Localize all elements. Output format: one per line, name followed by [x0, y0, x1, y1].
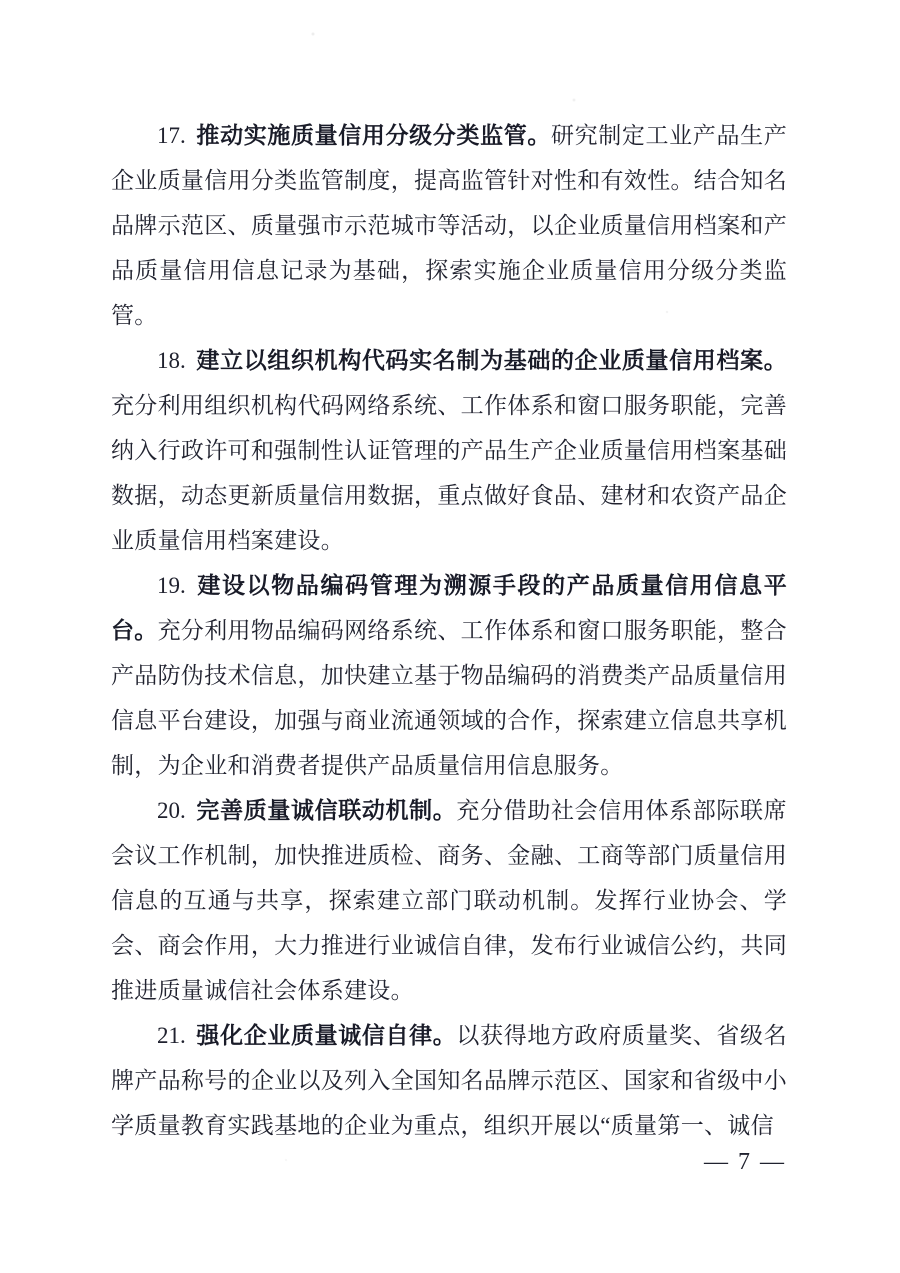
- paragraph-21-body: 以获得地方政府质量奖、省级名牌产品称号的企业以及列入全国知名品牌示范区、国家和省级中小学质量教育实践基地的企业为重点，组织开展以“质量第一、诚信: [111, 1023, 787, 1138]
- paragraph-20-body: 充分借助社会信用体系部际联席会议工作机制，加快推进质检、商务、金融、工商等部门质量信用信息的互通与共享，探索建立部门联动机制。发挥行业协会、学会、商会作用，大力推进行业诚信自律，发布行业诚信公约，共同推进质量诚信社会体系建设。: [111, 798, 787, 1003]
- paragraph-21-heading: 强化企业质量诚信自律。: [196, 1023, 457, 1048]
- paragraph-18-body: 充分利用组织机构代码网络系统、工作体系和窗口服务职能，完善纳入行政许可和强制性认证管理的产品生产企业质量信用档案基础数据，动态更新质量信用数据，重点做好食品、建材和农资产品企业质量信用档案建设。: [111, 393, 787, 553]
- paragraph-18: [111, 338, 787, 563]
- document-body: [111, 113, 787, 1148]
- paragraph-17-body: 研究制定工业产品生产企业质量信用分类监管制度，提高监管针对性和有效性。结合知名品牌示范区、质量强市示范城市等活动，以企业质量信用档案和产品质量信用信息记录为基础，探索实施企业质量信用分级分类监管。: [111, 123, 788, 328]
- paragraph-20-number: 20.: [157, 798, 186, 823]
- paragraph-17-heading: 推动实施质量信用分级分类监管。: [196, 123, 551, 148]
- paragraph-19-heading: 建设以物品编码管理为溯源手段的产品质量信用信息平台。: [111, 573, 787, 643]
- paragraph-18-heading: 建立以组织机构代码实名制为基础的企业质量信用档案。: [196, 348, 787, 373]
- paragraph-17-number: 17.: [157, 123, 186, 148]
- paragraph-19: [111, 563, 787, 788]
- page-number: — 7 —: [704, 1149, 786, 1175]
- paragraph-17: [111, 113, 787, 338]
- paragraph-19-number: 19.: [157, 573, 186, 598]
- paragraph-21: [111, 1013, 787, 1148]
- paragraph-20: [111, 788, 787, 1013]
- paragraph-21-number: 21.: [157, 1023, 186, 1048]
- paragraph-19-body: 充分利用物品编码网络系统、工作体系和窗口服务职能，整合产品防伪技术信息，加快建立基于物品编码的消费类产品质量信用信息平台建设，加强与商业流通领域的合作，探索建立信息共享机制，为企业和消费者提供产品质量信用信息服务。: [111, 618, 787, 778]
- paragraph-20-heading: 完善质量诚信联动机制。: [196, 798, 457, 823]
- paragraph-18-number: 18.: [157, 348, 186, 373]
